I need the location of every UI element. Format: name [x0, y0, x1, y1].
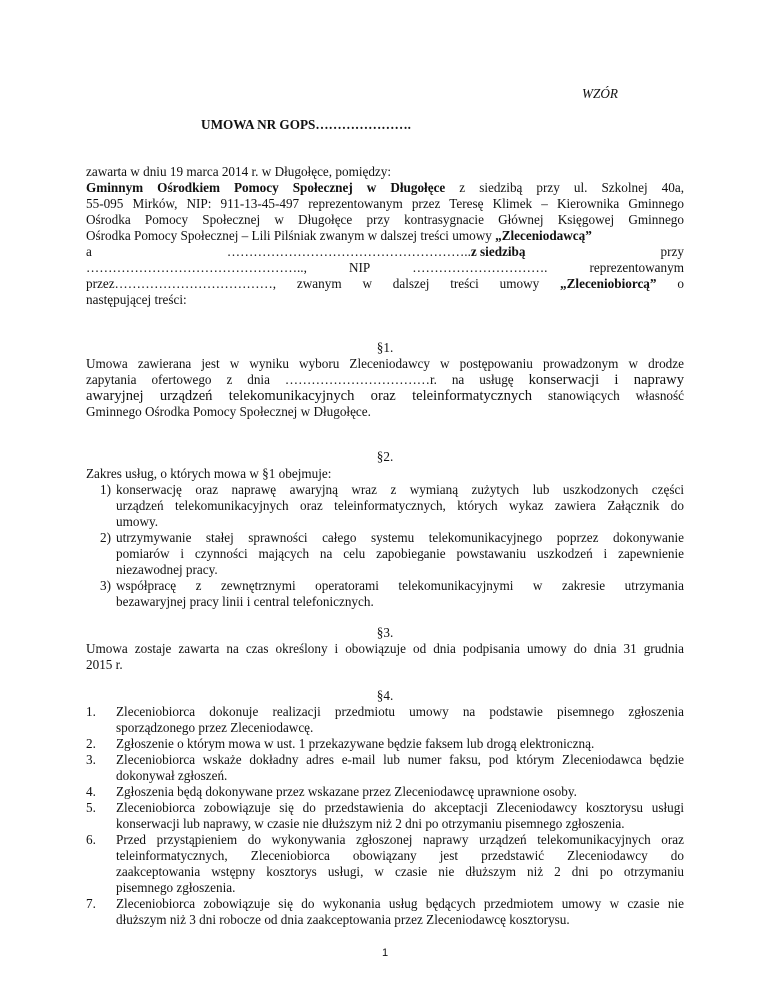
- intro-line: 55-095 Mirków, NIP: 911-13-45-497 reprezentowanym przez Teresę Klimek – Kierownika Gminnego: [86, 196, 684, 211]
- document-page: WZÓR UMOWA NR GOPS…………………. zawarta w dniu 19 marca 2014 r. w Długołęce, pomiędzy: Gminnym Ośrodkiem Pomocy Społecznej w Długołęce z siedzibą przy ul. Szkolnej 40a, 55-095 Mirków, NIP: 911-13-45-497 reprezentowanym przez Teresę Klimek – Kierownika Gminnego Ośrodka Pomocy Społecznej w Długołęce przy kontrasygnacie Głównej Księgowej Gminnego Ośrodka Pomocy Społecznej – Lili Pilśniak zwanym w dalszej treści umowy „Zleceniodawcą” a ………………………………………………..z siedzibą przy ………………………………………….., NIP …………………………. reprezentowanym przez………………………………, zwanym w dalszej treści umowy „Zleceniobiorcą” o następującej treści: §1. Umowa zawierana jest w wyniku wyboru Zleceniodawcy w postępowaniu prowadzonym w drodze zapytania ofertowego z dnia ……………………………r. na usługę konserwacji i naprawy awaryjnej urządzeń telekomunikacyjnych oraz teleinformatycznych stanowiących własność Gminnego Ośrodka Pomocy Społecznej w Długołęce. §2. Zakres usług, o których mowa w §1 obejmuje: 1) konserwację oraz naprawę awaryjną wraz z wymianą zużytych lub uszkodzonych części urządzeń telekomunikacyjnych oraz teleinformatycznych, których wykaz zawiera Załącznik do umowy. 2) utrzymywanie stałej sprawności całego systemu telekomunikacyjnego poprzez dokonywanie pomiarów i czynności mających na celu zapobieganie powstawaniu uszkodzeń i zapewnienie niezawodnej pracy. 3) współpracę z zewnętrznymi operatorami telekomunikacyjnymi w zakresie utrzymania bezawaryjnej pracy linii i central telefonicznych. §3. Umowa zostaje zawarta na czas określony i obowiązuje od dnia podpisania umowy do dnia 31 grudnia 2015 r. §4. 1. Zleceniobiorca dokonuje realizacji przedmiotu umowy na podstawie pisemnego zgłoszenia sporządzonego przez Zleceniodawcę. 2. Zgłoszenie o którym mowa w ust. 1 przekazywane będzie faksem lub drogą elektroniczną. 3. Zleceniobiorca wskaże dokładny adres e-mail lub numer faksu, pod którym Zleceniodawca będzie dokonywał zgłoszeń. 4. Zgłoszenia będą dokonywane przez wskazane przez Zleceniodawcę uprawnione osoby. 5. Zleceniobiorca zobowiązuje się do przedstawienia do akceptacji Zleceniodawcy kosztorysu usługi konserwacji lub naprawy, w czasie nie dłuższym niż 2 dni po otrzymaniu pisemnego zgłoszenia. 6. Przed przystąpieniem do wykonywania zgłoszonej naprawy urządzeń telekomunikacyjnych oraz teleinformatycznych, Zleceniobiorca obowiązany jest przedstawić Zleceniodawcy do zaakceptowania wstępny kosztorys usługi, w czasie nie dłuższym niż 2 dni po otrzymaniu pisemnego zgłoszenia. 7. Zleceniobiorca zobowiązuje się do wykonania usług będących przedmiotem umowy w czasie nie dłuższym niż 3 dni robocze od dnia zaakceptowania przez Zleceniodawcę kosztorysu. 1: [86, 0, 684, 994]
- intro-line: Ośrodka Pomocy Społecznej – Lili Pilśniak zwanym w dalszej treści umowy „Zleceniodawcą”: [86, 228, 592, 243]
- section-line: Umowa zostaje zawarta na czas określony i obowiązuje od dnia podpisania umowy do dnia 31 grudnia: [86, 641, 684, 656]
- intro-line: Ośrodka Pomocy Społecznej w Długołęce przy kontrasygnacie Głównej Księgowej Gminnego: [86, 212, 684, 227]
- section-line: awaryjnej urządzeń telekomunikacyjnych oraz teleinformatycznych stanowiących własność: [86, 388, 684, 404]
- section-line: Gminnego Ośrodka Pomocy Społecznej w Długołęce.: [86, 404, 371, 419]
- wzor-label: WZÓR: [582, 86, 618, 101]
- section-heading: §4.: [376, 688, 394, 703]
- intro-line: Gminnym Ośrodkiem Pomocy Społecznej w Długołęce z siedzibą przy ul. Szkolnej 40a,: [86, 180, 684, 195]
- intro-line: a ………………………………………………..z siedzibą przy: [86, 244, 684, 259]
- intro-line: ………………………………………….., NIP …………………………. reprezentowanym: [86, 260, 684, 275]
- section-line: zapytania ofertowego z dnia ……………………………r. na usługę konserwacji i naprawy: [86, 372, 684, 388]
- section-heading: §1.: [376, 340, 394, 355]
- intro-line: zawarta w dniu 19 marca 2014 r. w Długołęce, pomiędzy:: [86, 164, 392, 179]
- page-number: 1: [381, 947, 389, 959]
- intro-line: następującej treści:: [86, 292, 187, 307]
- section-heading: §3.: [376, 625, 394, 640]
- section-line: Zakres usług, o których mowa w §1 obejmuje:: [86, 466, 332, 481]
- section-line: 2015 r.: [86, 657, 123, 672]
- contract-title: UMOWA NR GOPS………………….: [201, 117, 411, 132]
- intro-line: przez………………………………, zwanym w dalszej treści umowy „Zleceniobiorcą” o: [86, 276, 684, 291]
- section-heading: §2.: [376, 449, 394, 464]
- section-line: Umowa zawierana jest w wyniku wyboru Zleceniodawcy w postępowaniu prowadzonym w drodze: [86, 356, 684, 371]
